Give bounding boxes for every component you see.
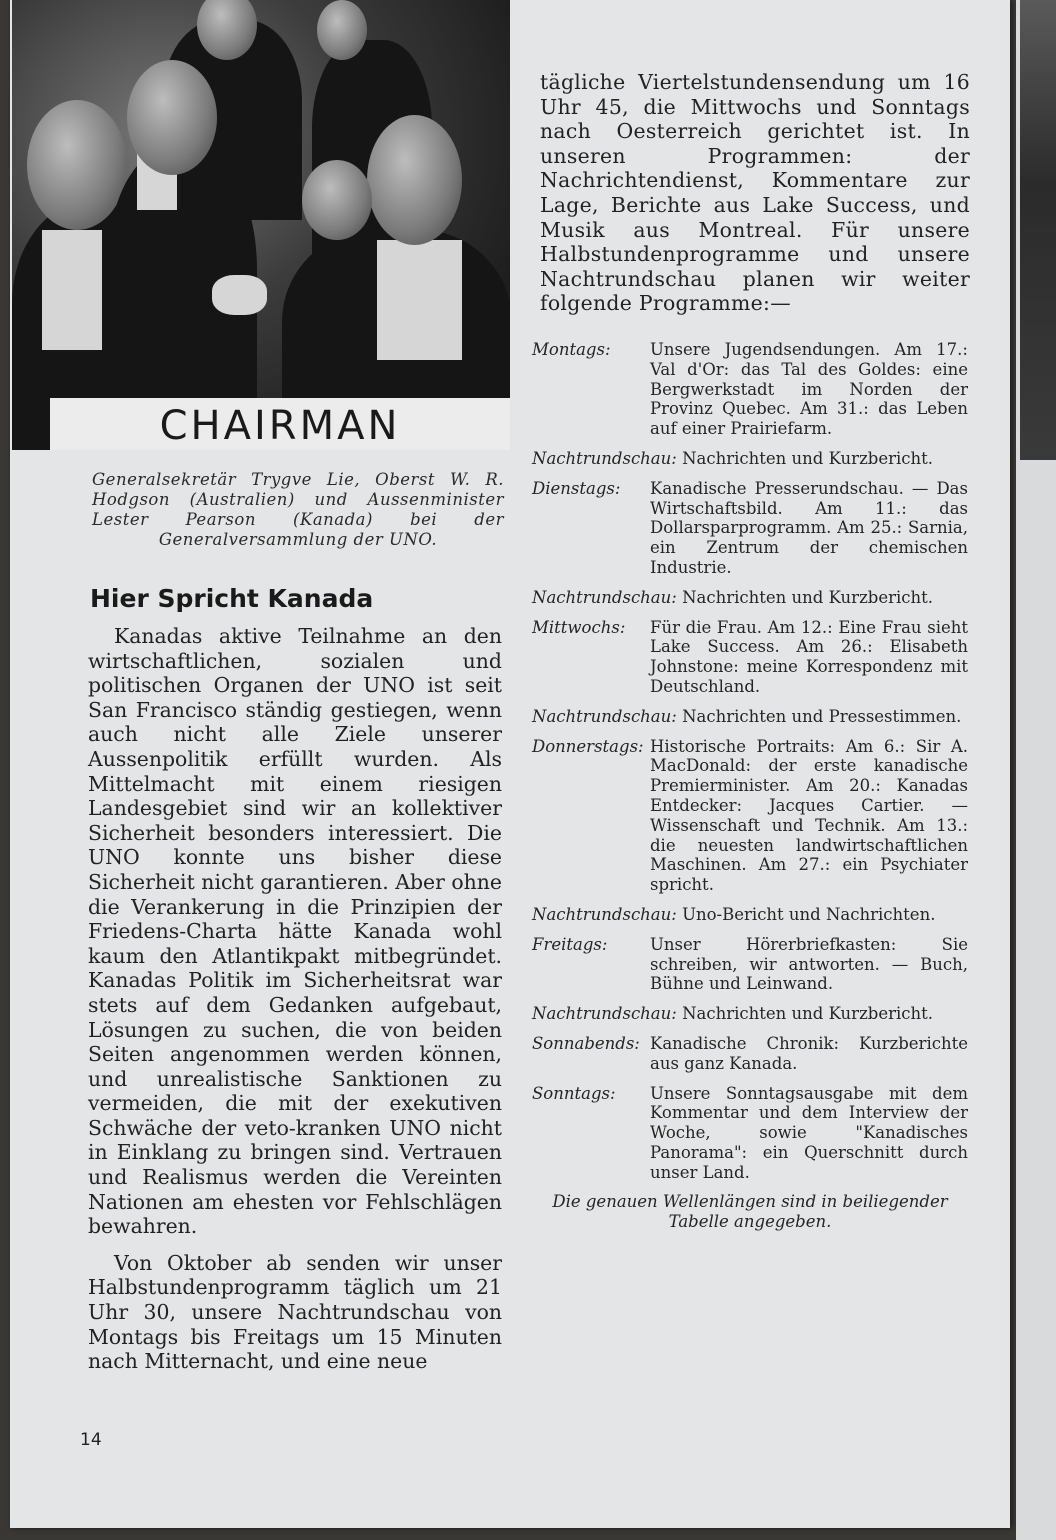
night-review-label: Nachtrundschau: bbox=[532, 587, 677, 607]
chairman-nameplate bbox=[50, 398, 510, 450]
nameplate-text: CHAIRMAN bbox=[159, 403, 401, 449]
night-review-text: Uno-Bericht und Nachrichten. bbox=[682, 904, 936, 924]
schedule-text: Kanadische Chronik: Kurzberichte aus ganz Kanada. bbox=[650, 1033, 968, 1073]
article-paragraph: Kanadas aktive Teilnahme an den wirtschaftlichen, sozialen und politischen Organen der UNO ist seit San Francisco ständig gestiegen, wenn auch nicht alle Ziele unserer Aussenpolitik erfüllt wurden. Als Mittelmacht mit einem riesigen Landesgebiet sind wir an kollektiver Sicherheit besonders interessiert. Die UNO konnte uns bisher diese Sicherheit nicht garantieren. Aber ohne die Verankerung in die Prinzipien der Friedens-Charta hätte Kanada wohl kaum den Atlantikpakt mitbegründet. Kanadas Politik im Sicherheitsrat war stets auf dem Gedanken aufgebaut, Lösungen zu suchen, die von beiden Seiten angenommen werden können, und unrealistische Sanktionen zu vermeiden, die mit der exekutiven Schwäche der veto-kranken UNO nicht in Einklang zu bringen sind. Vertrauen und Realismus werden die Vereinten Nationen am ehesten vor Fehlschlägen bewahren. bbox=[88, 624, 502, 1239]
schedule-row bbox=[532, 1084, 968, 1183]
schedule-row bbox=[532, 479, 968, 578]
night-review-text: Nachrichten und Pressestimmen. bbox=[682, 706, 962, 726]
night-review-text: Nachrichten und Kurzbericht. bbox=[682, 587, 934, 607]
schedule-text: Unsere Jugendsendungen. Am 17.: Val d'Or: das Tal des Goldes: eine Bergwerkstadt im Norden der Provinz Quebec. Am 31.: das Leben auf einer Prairiefarm. bbox=[650, 340, 968, 439]
night-review-label: Nachtrundschau: bbox=[532, 448, 677, 468]
schedule-row bbox=[532, 935, 968, 994]
schedule-day: Mittwochs: bbox=[532, 617, 626, 637]
schedule-row bbox=[532, 737, 968, 895]
night-review-row bbox=[532, 707, 968, 727]
night-review-row bbox=[532, 1004, 968, 1024]
night-review-label: Nachtrundschau: bbox=[532, 706, 677, 726]
magazine-page bbox=[10, 0, 1010, 1528]
schedule-row bbox=[532, 618, 968, 697]
schedule-text: Kanadische Presserundschau. — Das Wirtschaftsbild. Am 11.: das Dollarsparprogramm. Am 25.: Sarnia, ein Zentrum der chemischen Industrie. bbox=[650, 478, 968, 577]
article-continuation: tägliche Viertelstundensendung um 16 Uhr 45, die Mittwochs und Sonntags nach Oesterreich gerichtet ist. In unseren Programmen: der Nachrichtendienst, Kommentare zur Lage, Berichte aus Lake Success, und Musik aus Montreal. Für unsere Halbstundenprogramme und unsere Nachtrundschau planen wir weiter folgende Programme:— bbox=[540, 70, 970, 316]
article-body-right bbox=[540, 70, 970, 316]
schedule-day: Sonnabends: bbox=[532, 1033, 640, 1053]
schedule-row bbox=[532, 1034, 968, 1074]
night-review-row bbox=[532, 588, 968, 608]
program-schedule bbox=[532, 340, 968, 1232]
schedule-day: Montags: bbox=[532, 340, 611, 359]
night-review-label: Nachtrundschau: bbox=[532, 1004, 677, 1024]
article-headline: Hier Spricht Kanada bbox=[90, 584, 374, 613]
schedule-text: Historische Portraits: Am 6.: Sir A. MacDonald: der erste kanadische Premierminister. Am 20.: Kanadas Entdecker: Jacques Cartier. — Wissenschaft und Technik. Am 13.: die neuesten landwirtschaftlichen Maschinen. Am 27.: ein Psychiater spricht. bbox=[650, 736, 968, 895]
schedule-text: Für die Frau. Am 12.: Eine Frau sieht Lake Success. Am 26.: Elisabeth Johnstone: meine Korrespondenz mit Deutschland. bbox=[650, 617, 968, 696]
schedule-row bbox=[532, 340, 968, 439]
schedule-text: Unser Hörerbriefkasten: Sie schreiben, wir antworten. — Buch, Bühne und Leinwand. bbox=[650, 934, 968, 994]
night-review-text: Nachrichten und Kurzbericht. bbox=[682, 1004, 934, 1024]
schedule-day: Dienstags: bbox=[532, 478, 621, 498]
night-review-text: Nachrichten und Kurzbericht. bbox=[682, 448, 934, 468]
photo-caption: Generalsekretär Trygve Lie, Oberst W. R. Hodgson (Australien) und Aussenminister Lester Pearson (Kanada) bei der Generalversammlung der UNO. bbox=[92, 470, 504, 549]
schedule-day: Sonntags: bbox=[532, 1083, 616, 1103]
adjacent-page-edge bbox=[1016, 0, 1056, 1540]
article-paragraph: Von Oktober ab senden wir unser Halbstundenprogramm täglich um 21 Uhr 30, unsere Nachtrundschau von Montags bis Freitags um 15 Minuten nach Mitternacht, und eine neue bbox=[88, 1250, 502, 1374]
page-number: 14 bbox=[80, 1430, 102, 1450]
un-assembly-photo bbox=[12, 0, 510, 450]
wavelength-note: Die genauen Wellenlängen sind in beiliegender Tabelle angegeben. bbox=[552, 1192, 948, 1232]
night-review-row bbox=[532, 905, 968, 925]
schedule-text: Unsere Sonntagsausgabe mit dem Kommentar und dem Interview der Woche, sowie "Kanadisches Panorama": ein Querschnitt durch unser Land. bbox=[650, 1083, 968, 1182]
article-body-left bbox=[88, 624, 502, 1386]
schedule-day: Donnerstags: bbox=[532, 736, 644, 756]
adjacent-page-photo bbox=[1020, 0, 1056, 460]
schedule-day: Freitags: bbox=[532, 934, 608, 954]
night-review-row bbox=[532, 449, 968, 469]
night-review-label: Nachtrundschau: bbox=[532, 904, 677, 924]
